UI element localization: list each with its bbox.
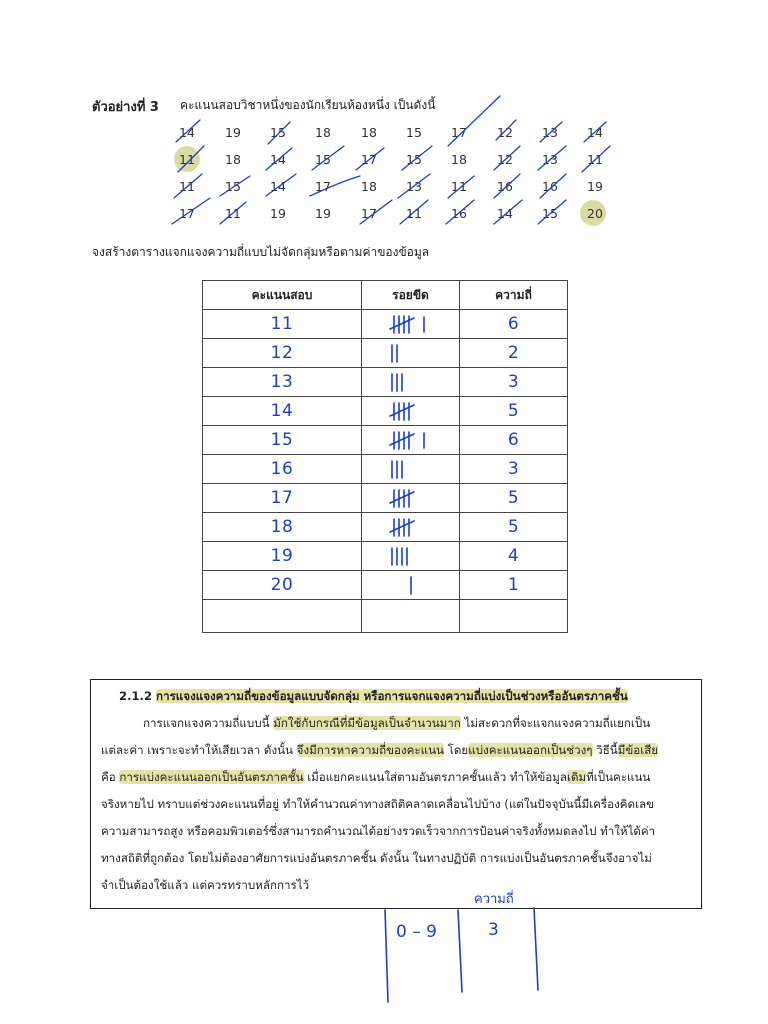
text-span: เมื่อแยกคะแนนใส่ตามอันตรภาคชั้นแล้ว ทำให้ข้อมูล [303, 770, 567, 784]
heading-part1: การแจงแจงความถี่ของข้อมูลแบบจัดกลุ่ม [156, 689, 360, 703]
frequency-value: 5 [460, 513, 568, 542]
example-label: ตัวอย่างที่ 3 [92, 100, 159, 115]
table-row [203, 339, 568, 368]
paragraph-line-2 [101, 742, 658, 758]
table-row [203, 513, 568, 542]
score-value: 13 [203, 368, 362, 397]
score-value: 15 [203, 426, 362, 455]
paragraph-line-1 [143, 715, 650, 731]
tally-marks [362, 542, 460, 571]
paragraph-line-3 [101, 769, 650, 785]
highlighted-text: การแบ่งคะแนนออกเป็นอันตรภาคชั้น [119, 770, 304, 784]
column-header-tally: รอยขีด [362, 281, 460, 310]
score-cell: 15 [315, 152, 331, 167]
score-value: 17 [203, 484, 362, 513]
table-row [203, 571, 568, 600]
score-value: 11 [203, 310, 362, 339]
paragraph-line-6: ทางสถิติที่ถูกต้อง โดยไม่ต้องอาศัยการแบ่งอันตรภาคชั้น ดังนั้น ในทางปฏิบัติ การแบ่งเป็นอันตรภาคชั้นจึงอาจไม่ [101, 851, 652, 865]
score-cell: 12 [497, 125, 513, 140]
frequency-value: 1 [460, 571, 568, 600]
score-cell: 15 [406, 125, 422, 140]
score-value: 12 [203, 339, 362, 368]
score-cell: 15 [406, 152, 422, 167]
highlighted-text: มีข้อเสีย [617, 743, 659, 757]
text-span: การแจกแจงความถี่แบบนี้ [143, 716, 274, 730]
score-cell: 17 [361, 206, 377, 221]
score-value: 19 [203, 542, 362, 571]
text-span: วิธีนี้ [592, 743, 618, 757]
score-cell: 19 [587, 179, 603, 194]
tally-marks [362, 513, 460, 542]
paragraph-line-5: ความสามารถสูง หรือคอมพิวเตอร์ซึ่งสามารถคำนวณได้อย่างรวดเร็วจากการป้อนค่าจริงทั้งหมดลงไป ทำให้ได้ค่า [101, 824, 656, 838]
table-row [203, 368, 568, 397]
score-cell: 19 [225, 125, 241, 140]
frequency-value: 6 [460, 426, 568, 455]
score-cell: 13 [406, 179, 422, 194]
instruction-text: จงสร้างตารางแจกแจงความถี่แบบไม่จัดกลุ่มหรือตามค่าของข้อมูล [92, 245, 430, 259]
paragraph-line-7: จำเป็นต้องใช้แล้ว แต่ควรทราบหลักการไว้ [101, 878, 310, 892]
score-cell: 14 [497, 206, 513, 221]
score-cell: 19 [270, 206, 286, 221]
score-cell: 18 [315, 125, 331, 140]
score-cell: 11 [451, 179, 467, 194]
score-cell: 11 [179, 179, 195, 194]
score-cell: 17 [179, 206, 195, 221]
frequency-value: 4 [460, 542, 568, 571]
tally-marks [362, 571, 460, 600]
note-value: 3 [488, 920, 499, 940]
score-cell: 16 [451, 206, 467, 221]
score-cell: 17 [361, 152, 377, 167]
score-cell: 18 [451, 152, 467, 167]
table-row [203, 455, 568, 484]
score-cell: 14 [270, 152, 286, 167]
highlighted-text: แบ่งคะแนนออกเป็นช่วงๆ [468, 743, 593, 757]
score-value: 18 [203, 513, 362, 542]
text-span: โดย [443, 743, 469, 757]
table-header-row [203, 281, 568, 310]
table-row [203, 484, 568, 513]
handwritten-strike-marks [0, 0, 768, 240]
tally-marks [362, 310, 460, 339]
score-cell: 17 [451, 125, 467, 140]
text-span: แต่ละค่า เพราะจะทำให้เสียเวลา ดังนั้น [101, 743, 297, 757]
frequency-value: 3 [460, 368, 568, 397]
frequency-value: 2 [460, 339, 568, 368]
text-span: ที่เป็นคะแนน [586, 770, 651, 784]
score-cell: 15 [542, 206, 558, 221]
score-cell: 15 [270, 125, 286, 140]
tally-marks [362, 368, 460, 397]
example-description: คะแนนสอบวิชาหนึ่งของนักเรียนห้องหนึ่ง เป็นดังนี้ [180, 98, 436, 112]
score-cell: 14 [270, 179, 286, 194]
note-range: 0 – 9 [396, 922, 437, 942]
section-textbox [90, 679, 702, 909]
score-cell: 18 [361, 125, 377, 140]
column-header-frequency: ความถี่ [460, 281, 568, 310]
highlighted-text: มักใช้กับกรณีที่มีข้อมูลเป็นจำนวนมาก [273, 716, 461, 730]
score-cell: 11 [587, 152, 603, 167]
tally-marks [362, 426, 460, 455]
score-cell: 14 [587, 125, 603, 140]
empty-cell [460, 600, 568, 633]
score-value: 20 [203, 571, 362, 600]
frequency-value: 6 [460, 310, 568, 339]
handwritten-note-lines [370, 880, 570, 1010]
tally-marks [362, 397, 460, 426]
frequency-value: 5 [460, 397, 568, 426]
score-cell: 11 [179, 152, 195, 167]
paragraph-line-4: จริงหายไป ทราบแต่ช่วงคะแนนที่อยู่ ทำให้คำนวณค่าทางสถิติคลาดเคลื่อนไปบ้าง (แต่ในปัจจุบันนี้มีเครื่องคิดเลข [101, 797, 655, 811]
section-heading [119, 688, 628, 704]
score-cell: 16 [497, 179, 513, 194]
tally-marks [362, 339, 460, 368]
score-value: 14 [203, 397, 362, 426]
score-cell: 20 [587, 206, 603, 221]
frequency-value: 3 [460, 455, 568, 484]
frequency-value: 5 [460, 484, 568, 513]
frequency-table [202, 280, 568, 633]
text-span: ไม่สะดวกที่จะแจกแจงความถี่แยกเป็น [460, 716, 651, 730]
table-row [203, 397, 568, 426]
score-cell: 18 [225, 152, 241, 167]
note-label: ความถี่ [474, 892, 514, 907]
table-row [203, 426, 568, 455]
score-cell: 19 [315, 206, 331, 221]
heading-number: 2.1.2 [119, 689, 157, 703]
empty-cell [203, 600, 362, 633]
highlighted-text: เดิม [567, 770, 587, 784]
score-cell: 13 [542, 152, 558, 167]
highlighted-text: จึงมีการหาความถี่ของคะแนน [296, 743, 444, 757]
empty-cell [362, 600, 460, 633]
score-cell: 11 [225, 206, 241, 221]
score-cell: 18 [361, 179, 377, 194]
tally-marks [362, 455, 460, 484]
score-cell: 13 [542, 125, 558, 140]
score-value: 16 [203, 455, 362, 484]
score-cell: 14 [179, 125, 195, 140]
score-cell: 12 [497, 152, 513, 167]
score-cell: 16 [542, 179, 558, 194]
score-cell: 11 [406, 206, 422, 221]
text-span: คือ [101, 770, 120, 784]
heading-part2: หรือการแจกแจงความถี่แบ่งเป็นช่วงหรืออันตรภาคชั้น [359, 689, 628, 703]
table-row [203, 542, 568, 571]
tally-marks [362, 484, 460, 513]
table-row-empty [203, 600, 568, 633]
score-cell: 15 [225, 179, 241, 194]
column-header-score: คะแนนสอบ [203, 281, 362, 310]
table-row [203, 310, 568, 339]
score-cell: 17 [315, 179, 331, 194]
